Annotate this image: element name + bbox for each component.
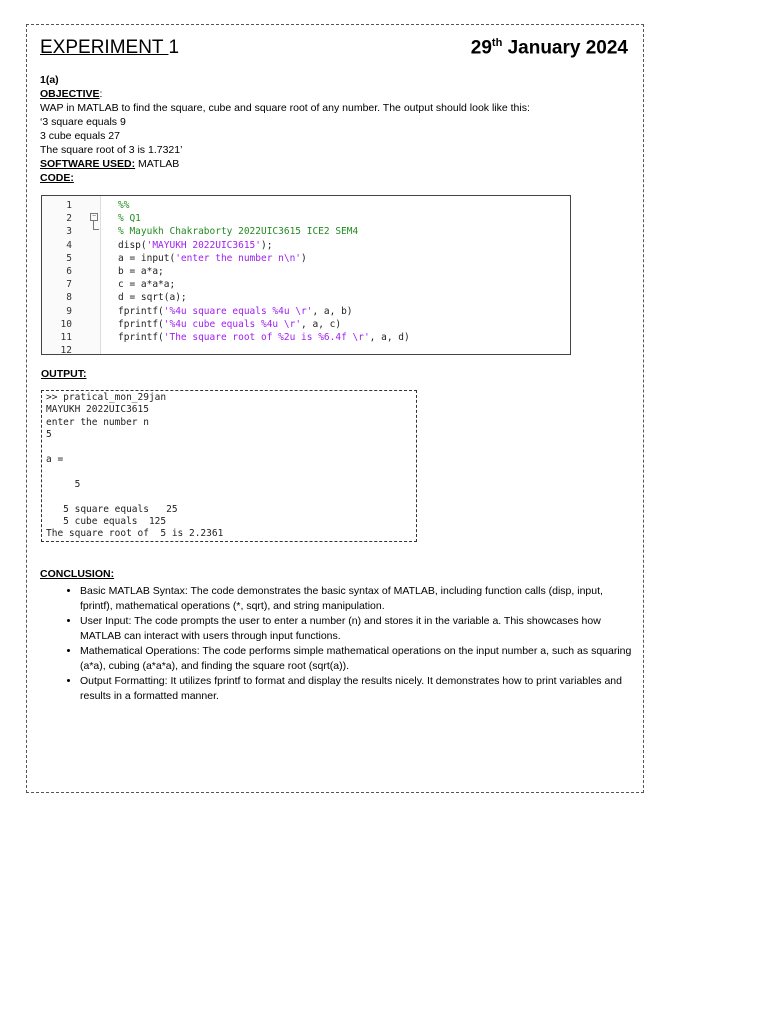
line-number: 5 — [66, 252, 72, 264]
code-token: fprintf( — [118, 318, 164, 330]
code-line — [42, 318, 342, 331]
code-line — [42, 212, 141, 225]
code-line — [42, 239, 273, 252]
code-token: %% — [118, 200, 130, 211]
code-token: '%4u square equals %4u \r' — [163, 305, 313, 317]
software-label: SOFTWARE USED: — [40, 158, 136, 170]
code-token: fprintf( — [118, 331, 164, 343]
code-line — [42, 252, 307, 265]
line-number: 7 — [66, 279, 72, 291]
title-text: EXPERIMENT — [40, 37, 169, 58]
date-day: 29 — [470, 37, 492, 59]
line-number: 4 — [66, 239, 72, 251]
objective-section — [40, 73, 630, 185]
code-line — [42, 331, 410, 344]
objective-text: WAP in MATLAB to find the square, cube and square root of any number. The output should look like this: — [40, 102, 530, 114]
output-line: 5 — [46, 478, 81, 490]
experiment-date — [471, 37, 628, 59]
code-token: % Mayukh Chakraborty 2022UIC3615 ICE2 SEM4 — [118, 226, 359, 238]
output-line: >> pratical_mon_29jan — [46, 392, 167, 403]
conclusion-item: • Basic MATLAB Syntax: The code demonstrates the basic syntax of MATLAB, including function calls (disp, input, fprintf), mathematical operations (*, sqrt), and string manipulation. — [80, 584, 635, 614]
conclusion-label: CONCLUSION: — [40, 568, 115, 580]
code-token: ) — [301, 252, 307, 264]
code-lines — [42, 199, 410, 357]
line-number: 11 — [60, 331, 72, 343]
code-line — [42, 344, 72, 357]
code-token: d = sqrt(a); — [118, 292, 187, 304]
output-line — [46, 466, 223, 478]
software-line — [40, 157, 630, 171]
output-lines — [46, 392, 223, 541]
code-line — [42, 225, 359, 238]
code-token: , a, c) — [301, 318, 342, 330]
code-label: CODE: — [40, 172, 74, 184]
code-token: 'MAYUKH 2022UIC3615' — [146, 239, 261, 251]
objective-heading — [40, 87, 630, 101]
experiment-title — [40, 37, 179, 59]
objective-colon: : — [99, 88, 103, 100]
code-token: 'The square root of %2u is %6.4f \r' — [163, 331, 370, 343]
code-text — [118, 212, 141, 225]
code-line — [42, 291, 187, 304]
code-line — [42, 278, 176, 291]
code-token: 'enter the number n\n' — [175, 252, 302, 264]
conclusion-item: • User Input: The code prompts the user to enter a number (n) and stores it in the variable a. This showcases how MATLAB can interact with users through input functions. — [80, 614, 635, 644]
code-text — [118, 239, 272, 252]
code-text — [118, 318, 341, 331]
code-line — [42, 265, 164, 278]
title-number: 1 — [168, 37, 180, 58]
output-label: OUTPUT: — [41, 368, 87, 380]
code-text — [118, 331, 410, 344]
line-number: 2 — [66, 213, 72, 225]
code-text — [118, 305, 353, 318]
code-editor — [41, 195, 571, 355]
output-line: enter the number n — [46, 416, 149, 428]
line-number: 10 — [60, 318, 72, 330]
command-output — [41, 390, 417, 542]
code-token: a = input( — [118, 252, 176, 264]
fold-guide-icon — [93, 221, 99, 230]
code-token: '%4u cube equals %4u \r' — [163, 318, 302, 330]
output-line: The square root of 5 is 2.2361 — [46, 528, 224, 540]
sample-line-2: 3 cube equals 27 — [40, 130, 120, 142]
line-number: 3 — [66, 226, 72, 238]
sample-line-1: ‘3 square equals 9 — [40, 116, 126, 128]
line-number: 8 — [66, 292, 72, 304]
conclusion-section — [40, 567, 635, 704]
output-line: 5 — [46, 429, 52, 441]
line-number: 9 — [66, 305, 72, 317]
output-line: a = — [46, 453, 64, 465]
output-line: 5 cube equals 125 — [46, 515, 167, 527]
conclusion-item: • Output Formatting: It utilizes fprintf to format and display the results nicely. It demonstrates how to print variables and results in a formatted manner. — [80, 674, 635, 704]
code-text — [118, 199, 129, 212]
date-month-year: January 2024 — [502, 37, 628, 59]
output-line — [46, 442, 223, 454]
document-page — [26, 24, 644, 793]
code-token: c = a*a*a; — [118, 279, 176, 291]
fold-collapse-icon[interactable]: − — [91, 213, 97, 220]
code-text — [118, 225, 358, 238]
code-text — [118, 278, 175, 291]
output-line: 5 square equals 25 — [46, 503, 178, 515]
code-token: , a, b) — [312, 305, 353, 317]
section-id: 1(a) — [40, 74, 59, 86]
software-value: MATLAB — [135, 158, 180, 170]
conclusion-list — [40, 584, 635, 704]
date-suffix: th — [491, 37, 503, 49]
output-line: MAYUKH 2022UIC3615 — [46, 404, 149, 416]
objective-label: OBJECTIVE — [40, 88, 100, 100]
code-token: b = a*a; — [118, 265, 164, 277]
conclusion-item: • Mathematical Operations: The code performs simple mathematical operations on the input number a, such as squaring (a*a), cubing (a*a*a), and finding the square root (sqrt(a)). — [80, 644, 635, 674]
sample-line-3: The square root of 3 is 1.7321’ — [40, 144, 183, 156]
code-token: , a, d) — [369, 331, 410, 343]
line-number: 12 — [60, 345, 72, 357]
line-number: 1 — [66, 200, 72, 211]
code-text — [118, 265, 164, 278]
code-text — [118, 252, 307, 265]
code-line — [42, 305, 353, 318]
code-line — [42, 199, 130, 212]
code-token: fprintf( — [118, 305, 164, 317]
output-line — [46, 491, 223, 503]
line-number: 6 — [66, 265, 72, 277]
code-token: ); — [261, 239, 273, 251]
code-text — [118, 291, 187, 304]
code-token: disp( — [118, 239, 147, 251]
code-token: % Q1 — [118, 213, 141, 225]
